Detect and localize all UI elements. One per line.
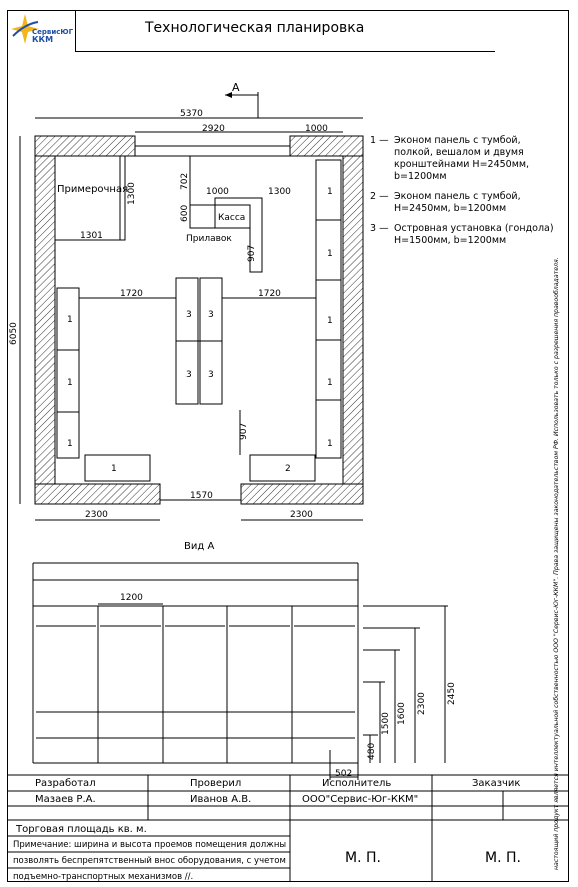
- note-line-1: Примечание: ширина и высота проемов помещения должны: [13, 840, 287, 850]
- dim-top-right: 1000: [305, 124, 328, 134]
- legend-text-2: Эконом панель с тумбой, H=2450мм, b=1200мм: [394, 191, 521, 214]
- dim-panel-width: 1200: [120, 593, 143, 603]
- unit-left-2: 1: [67, 378, 73, 388]
- dim-h-1500: 1500: [381, 712, 391, 735]
- wall-top-right: [290, 136, 363, 156]
- section-marker: A: [232, 81, 240, 94]
- unit-left-1: 1: [67, 315, 73, 325]
- elevation-view: [33, 563, 448, 780]
- executor-name: ООО"Сервис-Юг-ККМ": [302, 794, 419, 805]
- dim-h-480: 480: [367, 742, 377, 760]
- unit-island-2: 3: [208, 310, 214, 320]
- legend-item-2: [370, 191, 555, 215]
- checked-label: Проверил: [190, 778, 242, 789]
- dim-fitting-h: 1300: [127, 182, 137, 205]
- dim-aisle-left: 1720: [120, 289, 143, 299]
- wall-bottom-left: [35, 484, 160, 504]
- page-title: Технологическая планировка: [145, 20, 365, 36]
- dim-counter-702: 702: [180, 172, 190, 190]
- logo-line-1: СервисЮГ: [32, 28, 74, 36]
- unit-right-4: 1: [327, 378, 333, 388]
- executor-label: Исполнитель: [322, 778, 392, 789]
- stamp-executor: М. П.: [345, 850, 381, 866]
- right-cabinets: [316, 160, 341, 458]
- dim-depth-502: 502: [335, 769, 353, 779]
- dim-h-2300: 2300: [417, 692, 427, 715]
- dim-counter-907-top: 907: [247, 244, 257, 262]
- dim-overall-width: 5370: [180, 109, 203, 119]
- unit-island-1: 3: [186, 310, 192, 320]
- wall-left: [35, 156, 55, 484]
- legend-item-3: [370, 223, 555, 247]
- note-line-2: позволять беспрепятственный внос оборудования, с учетом: [13, 856, 286, 866]
- dim-left-height: 6050: [9, 322, 19, 345]
- legend-item-1: [370, 135, 555, 183]
- label-fitting-room: Примерочная: [57, 184, 129, 195]
- unit-right-1: 1: [327, 187, 333, 197]
- dim-fitting-w: 1301: [80, 231, 103, 241]
- wall-top-left: [35, 136, 135, 156]
- label-counter: Прилавок: [186, 234, 232, 244]
- unit-bottom-left: 1: [111, 464, 117, 474]
- unit-island-3: 3: [186, 370, 192, 380]
- stamp-customer: М. П.: [485, 850, 521, 866]
- dim-aisle-right: 1720: [258, 289, 281, 299]
- elevation-title: Вид А: [184, 541, 215, 552]
- developed-label: Разработал: [35, 778, 96, 789]
- legend-text-3: Островная установка (гондола) H=1500мм, b=1200мм: [394, 223, 554, 246]
- unit-left-3: 1: [67, 439, 73, 449]
- unit-right-3: 1: [327, 316, 333, 326]
- area-label: Торговая площадь кв. м.: [16, 824, 147, 835]
- unit-island-4: 3: [208, 370, 214, 380]
- dim-counter-1300: 1300: [268, 187, 291, 197]
- dim-aisle-907-bottom: 907: [239, 422, 249, 440]
- bottom-right-unit: [250, 455, 315, 481]
- note-line-3: подъемно-транспортных механизмов //.: [13, 872, 194, 882]
- logo-line-2: ККМ: [32, 35, 54, 44]
- unit-right-5: 1: [327, 439, 333, 449]
- bottom-left-unit: [85, 455, 150, 481]
- developed-name: Мазаев Р.А.: [35, 794, 96, 805]
- label-cash: Касса: [218, 213, 246, 223]
- dim-h-2450: 2450: [447, 682, 457, 705]
- wall-bottom-right: [241, 484, 363, 504]
- legend: [370, 135, 555, 255]
- legend-num-2: 2 —: [370, 191, 389, 202]
- dim-bottom-right: 2300: [290, 510, 313, 520]
- unit-bottom-right: 2: [285, 464, 291, 474]
- legend-num-3: 3 —: [370, 223, 389, 234]
- checked-name: Иванов А.В.: [190, 794, 252, 805]
- unit-right-2: 1: [327, 249, 333, 259]
- customer-label: Заказчик: [472, 778, 521, 789]
- dim-counter-600: 600: [180, 204, 190, 222]
- copyright-note: настоящий продукт является интеллектуальной собственностью ООО "Сервис-Юг-ККМ". Права защищены законодательством РФ. Использовать только с разрешения правообладателя.: [553, 257, 560, 870]
- dim-top-opening: 2920: [202, 124, 225, 134]
- wall-right: [343, 156, 363, 484]
- dim-bottom-left: 2300: [85, 510, 108, 520]
- dim-entrance: 1570: [190, 491, 213, 501]
- dim-h-1600: 1600: [397, 702, 407, 725]
- dim-counter-1000: 1000: [206, 187, 229, 197]
- left-cabinets: [57, 288, 79, 458]
- legend-text-1: Эконом панель с тумбой, полкой, вешалом и двумя кронштейнами H=2450мм, b=1200мм: [394, 135, 530, 182]
- legend-num-1: 1 —: [370, 135, 389, 146]
